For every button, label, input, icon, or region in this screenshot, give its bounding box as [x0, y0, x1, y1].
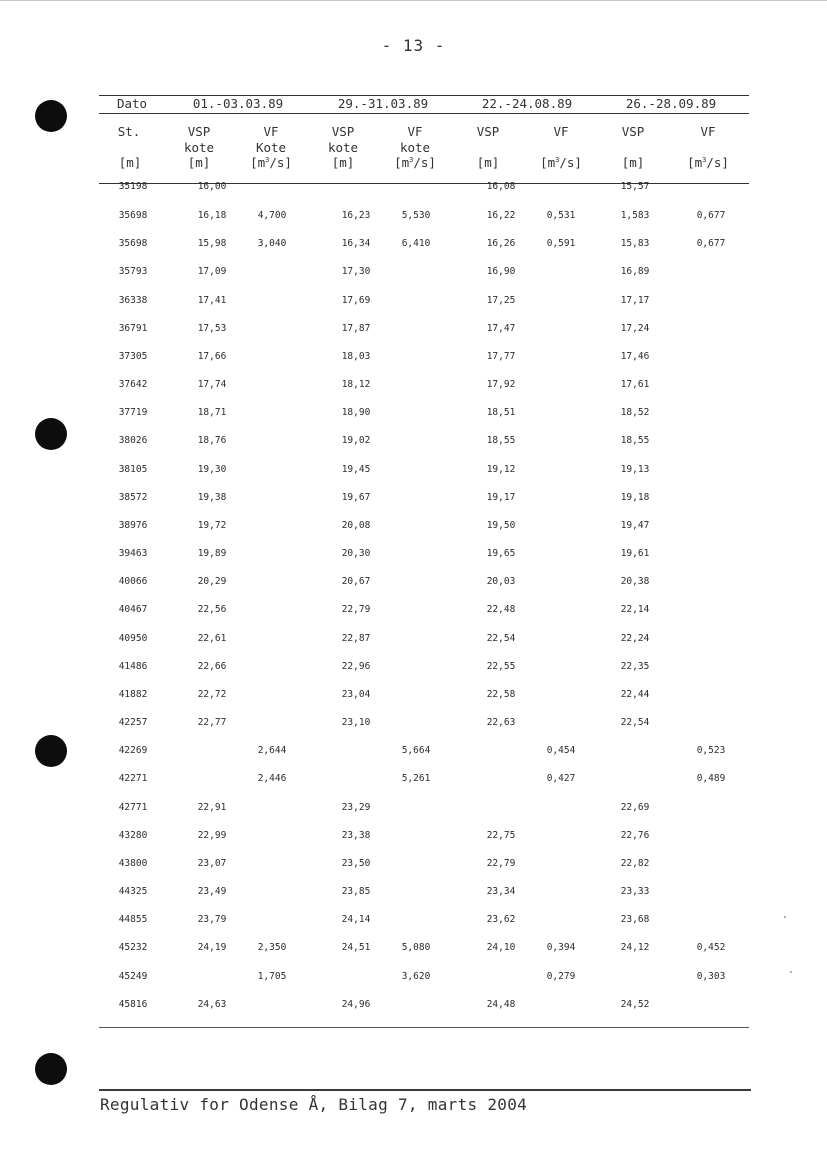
col-unit-m: [m]	[621, 155, 645, 170]
vsp-cell: 19,17	[486, 492, 516, 503]
vsp-cell: 17,77	[486, 351, 516, 362]
footer-rule	[99, 1089, 751, 1091]
vsp-cell: 15,57	[620, 181, 650, 192]
col-vf-label: VF	[700, 124, 716, 139]
vsp-cell: 24,96	[341, 999, 371, 1010]
vf-cell: 0,427	[546, 773, 576, 784]
vsp-cell: 16,34	[341, 238, 371, 249]
col-vf-label: VF	[407, 124, 423, 139]
vsp-cell: 19,89	[197, 548, 227, 559]
vsp-cell: 22,54	[486, 633, 516, 644]
vsp-cell: 16,90	[486, 266, 516, 277]
station-cell: 44325	[118, 886, 148, 897]
page-top-edge	[0, 0, 827, 1]
vsp-cell: 19,38	[197, 492, 227, 503]
vf-cell: 1,705	[257, 971, 287, 982]
vf-cell: 5,080	[401, 942, 431, 953]
vsp-cell: 20,03	[486, 576, 516, 587]
col-kote-label: kote	[183, 140, 215, 155]
vsp-cell: 24,14	[341, 914, 371, 925]
vsp-cell: 17,47	[486, 323, 516, 334]
header-bottom-rule	[99, 183, 749, 184]
vsp-cell: 22,87	[341, 633, 371, 644]
vsp-cell: 20,08	[341, 520, 371, 531]
station-cell: 35198	[118, 181, 148, 192]
vsp-cell: 23,50	[341, 858, 371, 869]
vsp-cell: 23,62	[486, 914, 516, 925]
vsp-cell: 24,10	[486, 942, 516, 953]
st-unit: [m]	[118, 155, 142, 170]
vsp-cell: 19,50	[486, 520, 516, 531]
col-unit-m: [m]	[331, 155, 355, 170]
vsp-cell: 18,55	[620, 435, 650, 446]
col-vf-label: VF	[263, 124, 279, 139]
vsp-cell: 22,72	[197, 689, 227, 700]
vsp-cell: 24,63	[197, 999, 227, 1010]
vsp-cell: 23,68	[620, 914, 650, 925]
station-cell: 42257	[118, 717, 148, 728]
punch-hole	[35, 735, 67, 767]
vf-cell: 0,303	[696, 971, 726, 982]
vf-cell: 3,620	[401, 971, 431, 982]
vsp-cell: 18,12	[341, 379, 371, 390]
station-cell: 36338	[118, 295, 148, 306]
vsp-cell: 17,87	[341, 323, 371, 334]
vf-cell: 5,530	[401, 210, 431, 221]
station-cell: 43800	[118, 858, 148, 869]
col-unit-m3s: $[m^3/s]$	[540, 155, 582, 170]
vf-cell: 6,410	[401, 238, 431, 249]
vsp-cell: 18,90	[341, 407, 371, 418]
station-cell: 37719	[118, 407, 148, 418]
vsp-cell: 19,13	[620, 464, 650, 475]
vf-cell: 0,394	[546, 942, 576, 953]
vsp-cell: 15,83	[620, 238, 650, 249]
vf-cell: 0,523	[696, 745, 726, 756]
vf-cell: 0,531	[546, 210, 576, 221]
col-unit-m3s: $[m^3/s]$	[394, 155, 436, 170]
vsp-cell: 18,76	[197, 435, 227, 446]
vsp-cell: 22,77	[197, 717, 227, 728]
vsp-cell: 24,52	[620, 999, 650, 1010]
vsp-cell: 23,33	[620, 886, 650, 897]
vsp-cell: 22,61	[197, 633, 227, 644]
st-label: St.	[117, 124, 141, 139]
col-unit-m3s: $[m^3/s]$	[687, 155, 729, 170]
station-cell: 35698	[118, 238, 148, 249]
vsp-cell: 23,49	[197, 886, 227, 897]
station-cell: 40066	[118, 576, 148, 587]
vsp-cell: 22,79	[486, 858, 516, 869]
period-label: 26.-28.09.89	[625, 96, 717, 111]
station-cell: 42269	[118, 745, 148, 756]
dato-label: Dato	[116, 96, 148, 111]
vsp-cell: 23,34	[486, 886, 516, 897]
col-vsp-label: VSP	[476, 124, 500, 139]
vf-cell: 0,279	[546, 971, 576, 982]
vsp-cell: 18,51	[486, 407, 516, 418]
vsp-cell: 17,46	[620, 351, 650, 362]
station-cell: 42271	[118, 773, 148, 784]
vsp-cell: 19,61	[620, 548, 650, 559]
table-bottom-rule	[99, 1027, 749, 1028]
station-cell: 41882	[118, 689, 148, 700]
col-vsp-label: VSP	[187, 124, 211, 139]
station-cell: 44855	[118, 914, 148, 925]
vsp-cell: 22,24	[620, 633, 650, 644]
vf-cell: 0,489	[696, 773, 726, 784]
col-vsp-label: VSP	[621, 124, 645, 139]
vsp-cell: 22,82	[620, 858, 650, 869]
col-kote-label: Kote	[255, 140, 287, 155]
vsp-cell: 22,54	[620, 717, 650, 728]
vsp-cell: 20,30	[341, 548, 371, 559]
station-cell: 36791	[118, 323, 148, 334]
vsp-cell: 19,47	[620, 520, 650, 531]
vf-cell: 3,040	[257, 238, 287, 249]
vsp-cell: 16,18	[197, 210, 227, 221]
vsp-cell: 16,89	[620, 266, 650, 277]
vsp-cell: 22,91	[197, 802, 227, 813]
vsp-cell: 18,55	[486, 435, 516, 446]
vsp-cell: 24,51	[341, 942, 371, 953]
vsp-cell: 22,44	[620, 689, 650, 700]
vsp-cell: 22,96	[341, 661, 371, 672]
vsp-cell: 20,38	[620, 576, 650, 587]
vf-cell: 4,700	[257, 210, 287, 221]
vsp-cell: 22,14	[620, 604, 650, 615]
station-cell: 38026	[118, 435, 148, 446]
punch-hole	[35, 418, 67, 450]
vsp-cell: 17,09	[197, 266, 227, 277]
vsp-cell: 24,19	[197, 942, 227, 953]
vsp-cell: 17,25	[486, 295, 516, 306]
station-cell: 37305	[118, 351, 148, 362]
col-unit-m3s: $[m^3/s]$	[250, 155, 292, 170]
vsp-cell: 22,69	[620, 802, 650, 813]
vsp-cell: 15,98	[197, 238, 227, 249]
vsp-cell: 16,00	[197, 181, 227, 192]
vsp-cell: 17,24	[620, 323, 650, 334]
vsp-cell: 22,99	[197, 830, 227, 841]
vsp-cell: 23,07	[197, 858, 227, 869]
col-unit-m: [m]	[187, 155, 211, 170]
col-kote-label: kote	[399, 140, 431, 155]
scan-speck	[784, 916, 786, 918]
vsp-cell: 17,41	[197, 295, 227, 306]
period-label: 01.-03.03.89	[192, 96, 284, 111]
vsp-cell: 19,02	[341, 435, 371, 446]
vf-cell: 5,261	[401, 773, 431, 784]
vsp-cell: 22,35	[620, 661, 650, 672]
col-vf-label: VF	[553, 124, 569, 139]
page-number: - 13 -	[381, 36, 446, 55]
vf-cell: 0,677	[696, 238, 726, 249]
station-cell: 40467	[118, 604, 148, 615]
vsp-cell: 18,71	[197, 407, 227, 418]
station-cell: 43280	[118, 830, 148, 841]
vsp-cell: 22,76	[620, 830, 650, 841]
vf-cell: 0,677	[696, 210, 726, 221]
vsp-cell: 17,66	[197, 351, 227, 362]
station-cell: 40950	[118, 633, 148, 644]
vsp-cell: 19,65	[486, 548, 516, 559]
vsp-cell: 16,23	[341, 210, 371, 221]
vsp-cell: 17,69	[341, 295, 371, 306]
vsp-cell: 20,67	[341, 576, 371, 587]
vsp-cell: 17,92	[486, 379, 516, 390]
station-cell: 45232	[118, 942, 148, 953]
vf-cell: 5,664	[401, 745, 431, 756]
scan-speck	[790, 971, 792, 973]
vsp-cell: 22,75	[486, 830, 516, 841]
vsp-cell: 22,63	[486, 717, 516, 728]
station-cell: 45816	[118, 999, 148, 1010]
vsp-cell: 22,79	[341, 604, 371, 615]
vsp-cell: 23,29	[341, 802, 371, 813]
punch-hole	[35, 1053, 67, 1085]
vsp-cell: 23,10	[341, 717, 371, 728]
col-kote-label: kote	[327, 140, 359, 155]
vsp-cell: 22,66	[197, 661, 227, 672]
vsp-cell: 24,48	[486, 999, 516, 1010]
document-footer: Regulativ for Odense Å, Bilag 7, marts 2004	[100, 1095, 528, 1114]
vsp-cell: 23,04	[341, 689, 371, 700]
vsp-cell: 22,58	[486, 689, 516, 700]
vsp-cell: 23,79	[197, 914, 227, 925]
vf-cell: 2,446	[257, 773, 287, 784]
vf-cell: 0,591	[546, 238, 576, 249]
vf-cell: 0,454	[546, 745, 576, 756]
period-label: 29.-31.03.89	[337, 96, 429, 111]
period-label: 22.-24.08.89	[481, 96, 573, 111]
vsp-cell: 19,45	[341, 464, 371, 475]
station-cell: 45249	[118, 971, 148, 982]
vsp-cell: 16,26	[486, 238, 516, 249]
vsp-cell: 19,12	[486, 464, 516, 475]
vsp-cell: 16,22	[486, 210, 516, 221]
vsp-cell: 22,56	[197, 604, 227, 615]
vsp-cell: 17,30	[341, 266, 371, 277]
vf-cell: 2,350	[257, 942, 287, 953]
station-cell: 35793	[118, 266, 148, 277]
vsp-cell: 17,74	[197, 379, 227, 390]
vsp-cell: 17,61	[620, 379, 650, 390]
vsp-cell: 19,18	[620, 492, 650, 503]
vsp-cell: 23,85	[341, 886, 371, 897]
station-cell: 42771	[118, 802, 148, 813]
station-cell: 38976	[118, 520, 148, 531]
vsp-cell: 19,67	[341, 492, 371, 503]
vsp-cell: 17,17	[620, 295, 650, 306]
vsp-cell: 22,48	[486, 604, 516, 615]
station-cell: 35698	[118, 210, 148, 221]
header-rule	[99, 113, 749, 114]
station-cell: 39463	[118, 548, 148, 559]
station-cell: 37642	[118, 379, 148, 390]
col-unit-m: [m]	[476, 155, 500, 170]
vsp-cell: 16,08	[486, 181, 516, 192]
vsp-cell: 19,72	[197, 520, 227, 531]
station-cell: 41486	[118, 661, 148, 672]
station-cell: 38105	[118, 464, 148, 475]
vsp-cell: 24,12	[620, 942, 650, 953]
vsp-cell: 18,03	[341, 351, 371, 362]
vsp-cell: 18,52	[620, 407, 650, 418]
vsp-cell: 19,30	[197, 464, 227, 475]
vsp-cell: 22,55	[486, 661, 516, 672]
punch-hole	[35, 100, 67, 132]
station-cell: 38572	[118, 492, 148, 503]
vf-cell: 2,644	[257, 745, 287, 756]
vsp-cell: 1,583	[620, 210, 650, 221]
vsp-cell: 17,53	[197, 323, 227, 334]
vsp-cell: 23,38	[341, 830, 371, 841]
vf-cell: 0,452	[696, 942, 726, 953]
col-vsp-label: VSP	[331, 124, 355, 139]
vsp-cell: 20,29	[197, 576, 227, 587]
